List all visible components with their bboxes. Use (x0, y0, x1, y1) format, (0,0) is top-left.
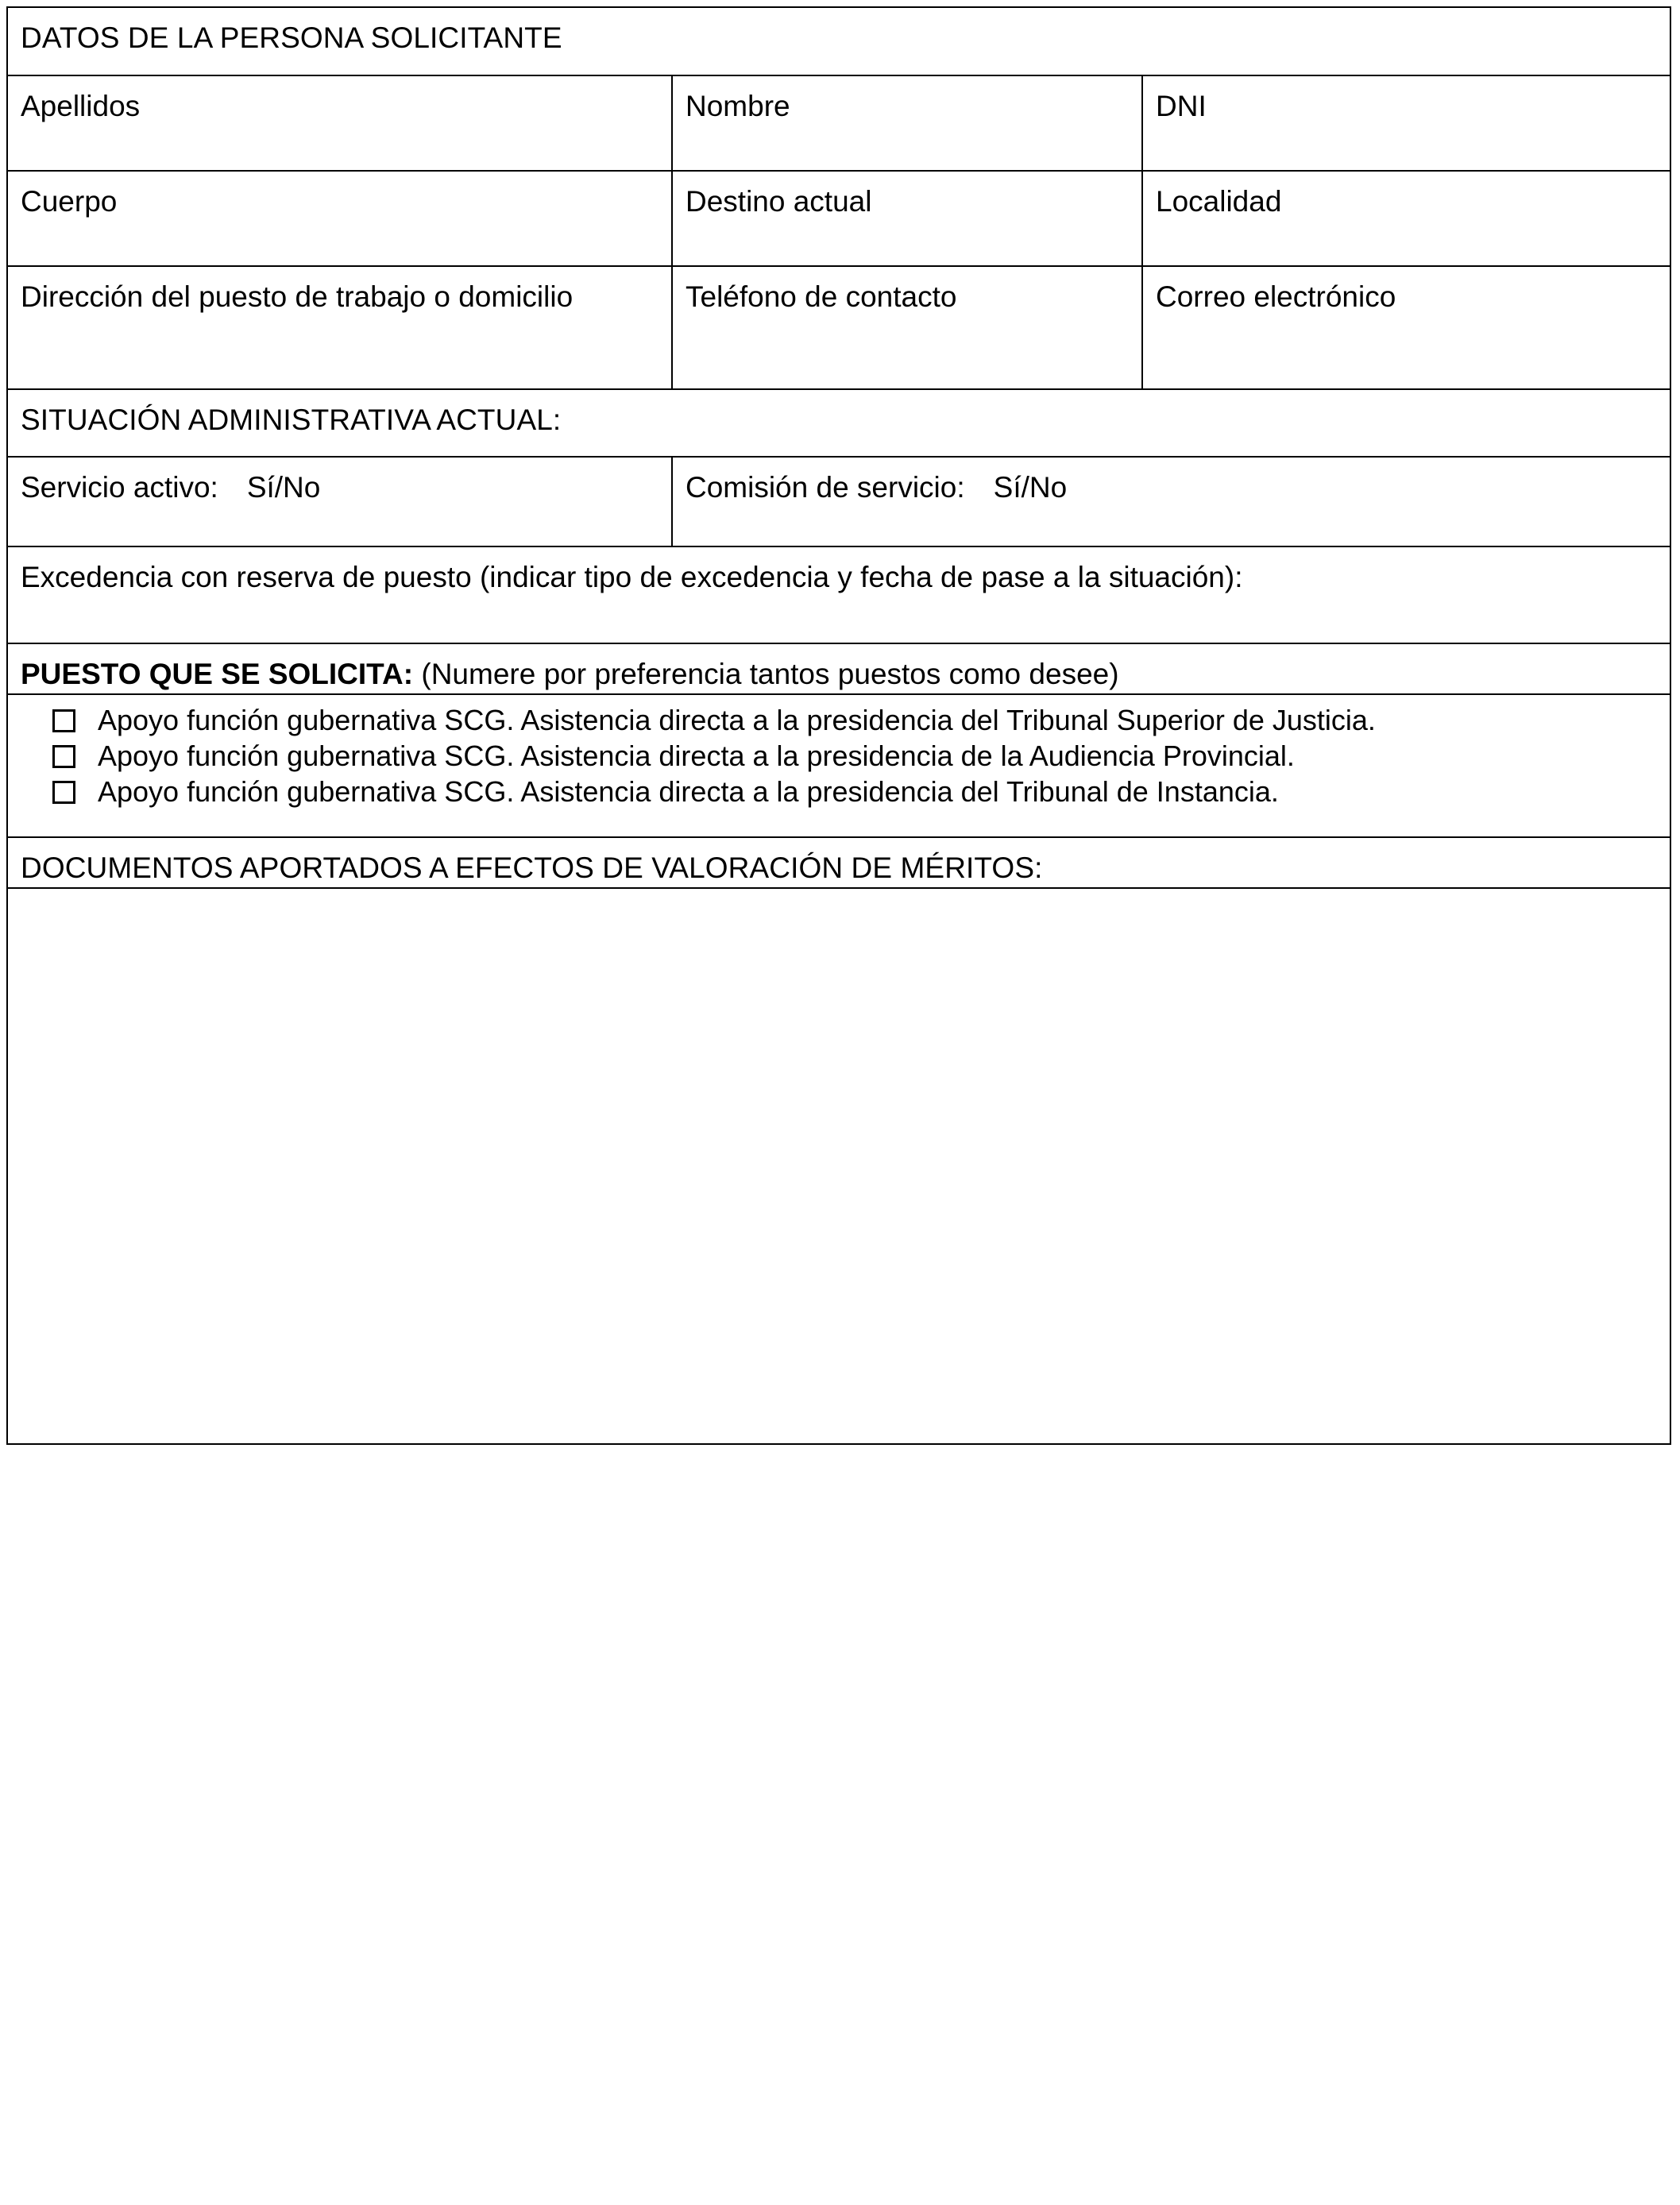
list-item[interactable] (52, 775, 1660, 809)
documents-text-area[interactable] (7, 888, 1670, 1444)
field-localidad[interactable] (1142, 171, 1670, 266)
field-nombre[interactable] (672, 75, 1142, 171)
field-label-nombre: Nombre (686, 90, 790, 122)
checkbox-icon[interactable] (52, 709, 75, 732)
field-label-comision-servicio: Comisión de servicio: (686, 471, 965, 504)
requested-post-title-hint: (Numere por preferencia tantos puestos como desee) (413, 658, 1119, 690)
list-item[interactable] (52, 706, 1660, 735)
table-row (7, 7, 1670, 75)
requested-post-options-cell (7, 694, 1670, 837)
section-title-applicant-data: DATOS DE LA PERSONA SOLICITANTE (7, 7, 1670, 75)
field-label-excedencia: Excedencia con reserva de puesto (indicar tipo de excedencia y fecha de pase a la situación): (21, 561, 1243, 593)
table-row (7, 694, 1670, 837)
application-form-table (6, 6, 1671, 1445)
field-label-direccion: Dirección del puesto de trabajo o domicilio (21, 280, 574, 313)
requested-post-option-label: Apoyo función gubernativa SCG. Asistencia directa a la presidencia del Tribunal Superior de Justicia. (98, 704, 1376, 737)
requested-post-title-bold: PUESTO QUE SE SOLICITA: (21, 658, 414, 690)
requested-post-option-label: Apoyo función gubernativa SCG. Asistencia directa a la presidencia del Tribunal de Instancia. (98, 775, 1279, 809)
field-label-cuerpo: Cuerpo (21, 185, 118, 218)
field-label-apellidos: Apellidos (21, 90, 141, 122)
table-row (7, 457, 1670, 546)
table-row (7, 643, 1670, 694)
section-title-requested-post (7, 643, 1670, 694)
field-comision-servicio[interactable] (672, 457, 1670, 546)
requested-post-option-label: Apoyo función gubernativa SCG. Asistencia directa a la presidencia de la Audiencia Provincial. (98, 740, 1295, 773)
comision-servicio-options[interactable]: Sí/No (993, 471, 1068, 504)
field-dni[interactable] (1142, 75, 1670, 171)
table-row (7, 546, 1670, 643)
field-label-correo: Correo electrónico (1156, 280, 1396, 313)
field-destino-actual[interactable] (672, 171, 1142, 266)
table-row (7, 888, 1670, 1444)
field-servicio-activo[interactable] (7, 457, 672, 546)
field-label-servicio-activo: Servicio activo: (21, 471, 218, 504)
field-correo[interactable] (1142, 266, 1670, 389)
field-direccion[interactable] (7, 266, 672, 389)
field-excedencia[interactable] (7, 546, 1670, 643)
section-title-documents: DOCUMENTOS APORTADOS A EFECTOS DE VALORACIÓN DE MÉRITOS: (7, 837, 1670, 888)
field-label-destino-actual: Destino actual (686, 185, 872, 218)
list-item[interactable] (52, 740, 1660, 773)
table-row (7, 266, 1670, 389)
section-title-administrative-situation: SITUACIÓN ADMINISTRATIVA ACTUAL: (7, 389, 1670, 457)
requested-post-option-list (21, 704, 1660, 809)
field-label-telefono: Teléfono de contacto (686, 280, 957, 313)
field-telefono[interactable] (672, 266, 1142, 389)
field-label-dni: DNI (1156, 90, 1207, 122)
table-row (7, 837, 1670, 888)
table-row (7, 389, 1670, 457)
field-label-localidad: Localidad (1156, 185, 1282, 218)
servicio-activo-options[interactable]: Sí/No (246, 471, 321, 504)
field-apellidos[interactable] (7, 75, 672, 171)
checkbox-icon[interactable] (52, 781, 75, 804)
checkbox-icon[interactable] (52, 745, 75, 768)
table-row (7, 75, 1670, 171)
table-row (7, 171, 1670, 266)
field-cuerpo[interactable] (7, 171, 672, 266)
